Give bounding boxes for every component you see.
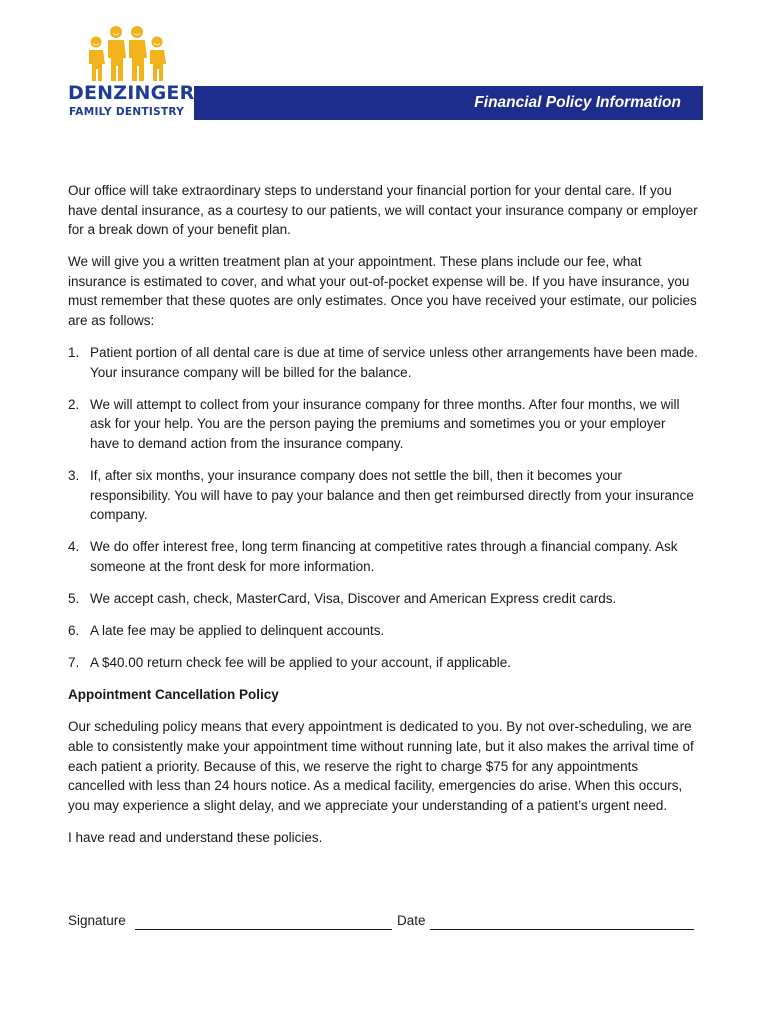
logo-subtitle: FAMILY DENTISTRY (69, 106, 185, 118)
cancellation-heading: Appointment Cancellation Policy (68, 687, 279, 703)
family-figures-icon (86, 24, 168, 84)
list-item (68, 621, 698, 641)
acknowledgement-text: I have read and understand these policies. (68, 829, 323, 845)
practice-logo (68, 24, 195, 124)
date-line[interactable] (430, 929, 694, 930)
list-number: 3. (68, 468, 80, 484)
date-label: Date (397, 913, 426, 928)
list-item (68, 343, 698, 382)
list-number: 6. (68, 623, 80, 639)
title-banner (194, 86, 703, 120)
list-item-text: A $40.00 return check fee will be applied to your account, if applicable. (90, 655, 512, 671)
cancellation-paragraph: Our scheduling policy means that every appointment is dedicated to you. By not over-scheduling, we are able to consistently make your appointment time without running late, but it also makes the arrival time of each patient a priority. Because of this, we reserve the right to charge $75 for any appointments cancelled with less than 24 hours notice. As a medical facility, emergencies do arise. When this occurs, you may experience a slight delay, and we appreciate your understanding of a patient’s urgent need. (68, 719, 694, 813)
list-item (68, 395, 698, 454)
list-item (68, 589, 698, 609)
list-item-text: We do offer interest free, long term financing at competitive rates through a financial company. Ask someone at the front desk for more information. (90, 539, 678, 574)
policy-list (68, 343, 698, 673)
list-item-text: A late fee may be applied to delinquent accounts. (90, 623, 385, 639)
list-item-text: We accept cash, check, MasterCard, Visa, Discover and American Express credit cards. (90, 591, 617, 607)
list-item-text: Patient portion of all dental care is due at time of service unless other arrangements have been made. Your insurance company will be billed for the balance. (90, 345, 698, 380)
page-title: Financial Policy Information (474, 94, 681, 111)
signature-row (68, 913, 698, 935)
list-number: 4. (68, 539, 80, 555)
list-number: 2. (68, 396, 80, 412)
list-item (68, 537, 698, 576)
intro-paragraph: We will give you a written treatment plan at your appointment. These plans include our fee, what insurance is estimated to cover, and what your out-of-pocket expense will be. If you have insurance, you must remember that these quotes are only estimates. Once you have received your estimate, our policies are as follows: (68, 254, 697, 329)
signature-label: Signature (68, 913, 126, 928)
list-item-text: If, after six months, your insurance company does not settle the bill, then it becomes your responsibility. You will have to pay your balance and then get reimbursed directly from your insurance company. (90, 468, 694, 523)
list-number: 1. (68, 345, 80, 361)
list-item (68, 466, 698, 525)
list-item-text: We will attempt to collect from your insurance company for three months. After four months, we will ask for your help. You are the person paying the premiums and sometimes you or your employer have to demand action from the insurance company. (90, 396, 680, 452)
intro-paragraph: Our office will take extraordinary steps to understand your financial portion for your dental care. If you have dental insurance, as a courtesy to our patients, we will contact your insurance company or employer for a break down of your benefit plan. (68, 183, 698, 238)
signature-line[interactable] (135, 929, 392, 930)
list-number: 7. (68, 655, 80, 671)
policy-body (68, 181, 698, 860)
logo-name: DENZINGER (68, 82, 195, 104)
list-item (68, 653, 698, 673)
list-number: 5. (68, 591, 80, 607)
